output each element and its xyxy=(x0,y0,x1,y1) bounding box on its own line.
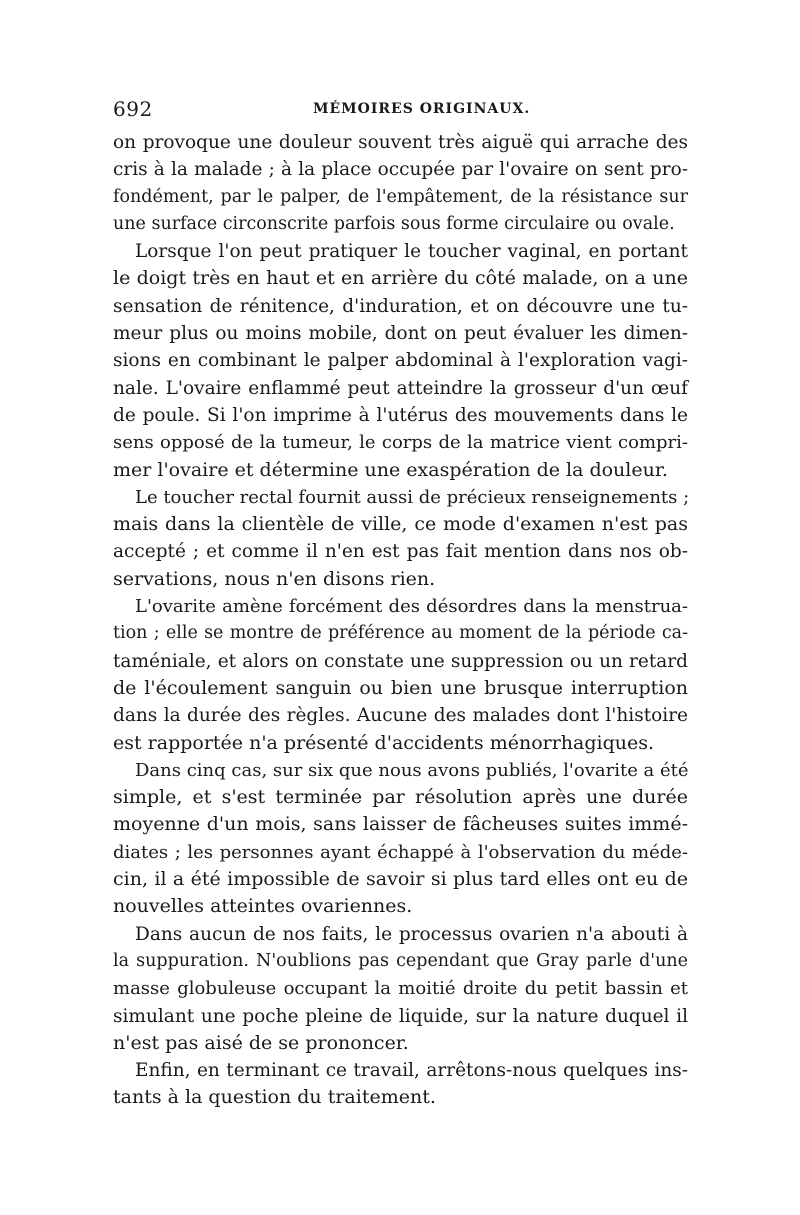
text-line: servations, nous n'en disons rien. xyxy=(113,567,436,590)
text-line: une surface circonscrite parfois sous forme circulaire ou ovale. xyxy=(113,213,675,234)
text-line: cin, il a été impossible de savoir si plus tard elles ont eu de xyxy=(113,868,688,891)
text-line: Lorsque l'on peut pratiquer le toucher vaginal, en portant xyxy=(135,241,688,263)
text-line: sions en combinant le palper abdominal à l'exploration vagi- xyxy=(113,350,688,372)
text-line: est rapportée n'a présenté d'accidents ménorrhagiques. xyxy=(113,731,655,754)
text-line: diates ; les personnes ayant échappé à l'observation du méde- xyxy=(113,841,688,863)
text-line: taméniale, et alors on constate une suppression ou un retard xyxy=(113,650,688,672)
text-line: simple, et s'est terminée par résolution après une durée xyxy=(113,786,688,809)
page-number: 692 xyxy=(113,97,153,121)
text-line: Dans cinq cas, sur six que nous avons publiés, l'ovarite a été xyxy=(135,759,689,781)
text-line: masse globuleuse occupant la moitié droite du petit bassin et xyxy=(113,978,688,1000)
text-line: simulant une poche pleine de liquide, sur la nature duquel il xyxy=(113,1005,688,1027)
body-text xyxy=(113,129,688,1112)
text-line: Dans aucun de nos faits, le processus ovarien n'a abouti à xyxy=(135,923,688,945)
text-line: meur plus ou moins mobile, dont on peut évaluer les dimen- xyxy=(113,323,688,345)
text-line: n'est pas aisé de se prononcer. xyxy=(113,1031,409,1054)
text-line: on provoque une douleur souvent très aiguë qui arrache des xyxy=(113,132,688,153)
text-line: le doigt très en haut et en arrière du côté malade, on a une xyxy=(113,267,688,290)
running-head: MÉMOIRES ORIGINAUX. xyxy=(313,101,531,117)
text-line: moyenne d'un mois, sans laisser de fâcheuses suites immé- xyxy=(113,813,688,836)
text-line: nouvelles atteintes ovariennes. xyxy=(113,895,413,918)
text-line: Le toucher rectal fournit aussi de précieux renseignements ; xyxy=(135,486,690,508)
text-line: accepté ; et comme il n'en est pas fait mention dans nos ob- xyxy=(113,541,688,563)
text-line: mais dans la clientèle de ville, ce mode d'examen n'est pas xyxy=(113,513,688,536)
text-line: tants à la question du traitement. xyxy=(113,1086,436,1109)
text-line: de l'écoulement sanguin ou bien une brusque interruption xyxy=(113,676,688,699)
text-line: L'ovarite amène forcément des désordres dans la menstrua- xyxy=(135,596,688,618)
text-line: tion ; elle se montre de préférence au moment de la période ca- xyxy=(113,623,688,644)
text-line: la suppuration. N'oublions pas cependant que Gray parle d'une xyxy=(113,950,688,971)
text-line: nale. L'ovaire enflammé peut atteindre la grosseur d'un œuf xyxy=(113,377,688,399)
text-line: Enfin, en terminant ce travail, arrêtons-nous quelques ins- xyxy=(135,1060,688,1082)
text-line: cris à la malade ; à la place occupée par l'ovaire on sent pro- xyxy=(113,159,688,181)
text-line: dans la durée des règles. Aucune des malades dont l'histoire xyxy=(113,705,688,727)
text-line: fondément, par le palper, de l'empâtement, de la résistance sur xyxy=(113,186,688,207)
page-header xyxy=(113,97,688,123)
text-line: de poule. Si l'on imprime à l'utérus des mouvements dans le xyxy=(113,404,688,426)
text-line: sens opposé de la tumeur, le corps de la matrice vient compri- xyxy=(113,432,688,454)
text-line: mer l'ovaire et détermine une exaspération de la douleur. xyxy=(113,458,668,481)
text-line: sensation de rénitence, d'induration, et on découvre une tu- xyxy=(113,295,688,317)
